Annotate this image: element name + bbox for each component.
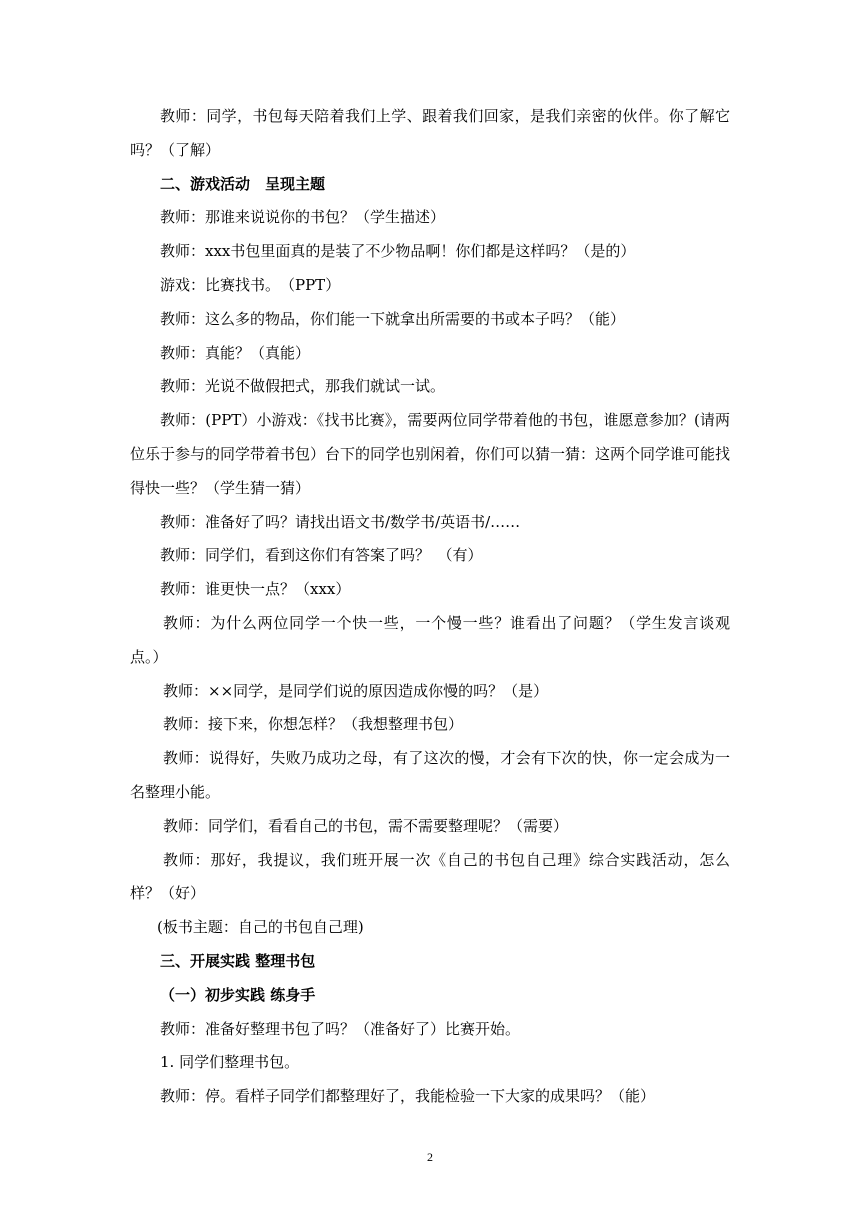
paragraph: 教师：说得好，失败乃成功之母，有了这次的慢，才会有下次的快，你一定会成为一名整理小能。	[130, 749, 730, 801]
paragraph: 教师：谁更快一点？（xxx）	[160, 580, 351, 599]
subsection-heading-1: （一）初步实践 练身手	[160, 985, 316, 1004]
paragraph: 教师：(PPT）小游戏：《找书比赛》，需要两位同学带着他的书包，谁愿意参加？(请两位乐于参与的同学带着书包）台下的同学也别闲着，你们可以猜一猜：这两个同学谁可能找得快一些？（学生猜一猜）	[130, 411, 731, 497]
section-heading-2: 二、游戏活动 呈现主题	[160, 174, 326, 193]
paragraph: 教师：xxx书包里面真的是装了不少物品啊！你们都是这样吗？（是的）	[160, 242, 636, 261]
paragraph: 教师：光说不做假把式，那我们就试一试。	[160, 377, 446, 396]
paragraph-intro: 教师：同学，书包每天陪着我们上学、跟着我们回家，是我们亲密的伙伴。你了解它吗？（了解）	[130, 107, 730, 159]
board-note: (板书主题：自己的书包自己理)	[157, 918, 364, 937]
paragraph: 教师：那好，我提议，我们班开展一次《自己的书包自己理》综合实践活动，怎么样？（好）	[130, 850, 730, 903]
paragraph: 游戏：比赛找书。 （PPT）	[160, 275, 341, 294]
document-body	[130, 100, 730, 1114]
section-heading-3: 三、开展实践 整理书包	[160, 951, 316, 970]
list-item: 1. 同学们整理书包。	[160, 1053, 300, 1072]
paragraph: 教师：同学们，看到这你们有答案了吗？ （有）	[160, 546, 483, 565]
paragraph: 教师：同学们，看看自己的书包，需不需要整理呢？（需要）	[163, 816, 569, 835]
paragraph: 教师：这么多的物品，你们能一下就拿出所需要的书或本子吗？（能）	[160, 309, 626, 328]
paragraph: 教师：真能？（真能）	[160, 343, 311, 362]
paragraph: 教师：接下来，你想怎样？（我想整理书包）	[163, 715, 464, 734]
paragraph: 教师：停。看样子同学们都整理好了，我能检验一下大家的成果吗？（能）	[160, 1087, 656, 1106]
paragraph: 教师：准备好整理书包了吗？（准备好了）比赛开始。	[160, 1019, 521, 1038]
page-number: 2	[427, 1150, 433, 1164]
paragraph: 教师：那谁来说说你的书包？（学生描述）	[160, 208, 446, 227]
paragraph: 教师：××同学，是同学们说的原因造成你慢的吗？（是）	[163, 681, 549, 700]
paragraph: 教师：为什么两位同学一个快一些，一个慢一些？谁看出了问题？（学生发言谈观点。）	[130, 613, 730, 666]
paragraph: 教师：准备好了吗？请找出语文书/数学书/英语书/……	[160, 512, 521, 531]
